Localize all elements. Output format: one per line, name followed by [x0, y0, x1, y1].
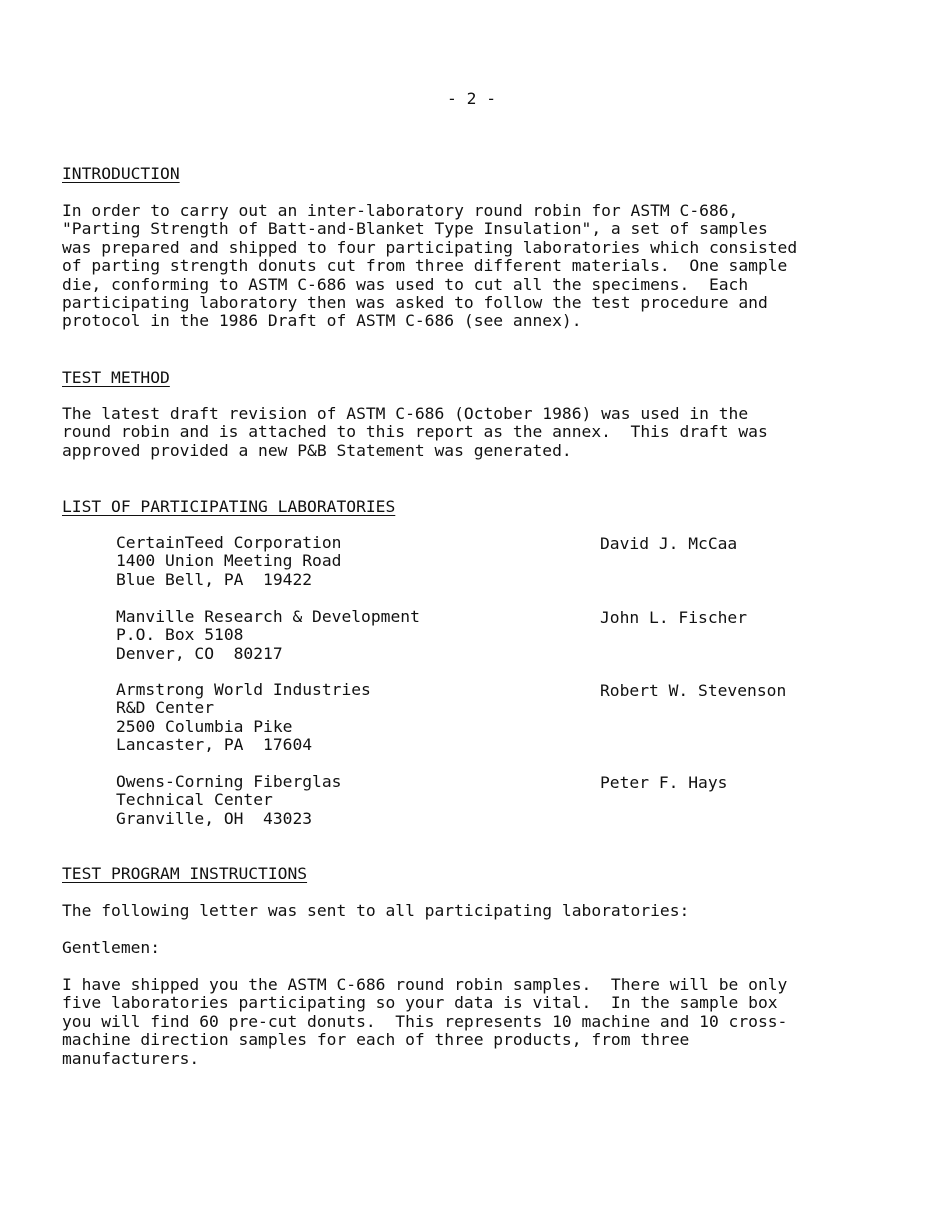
lab-address-line: Technical Center	[116, 790, 273, 810]
lab-address-line: Owens-Corning Fiberglas	[116, 772, 342, 791]
paragraph-line: I have shipped you the ASTM C-686 round robin samples. There will be only	[62, 975, 788, 994]
paragraph-line: machine direction samples for each of three products, from three	[62, 1030, 690, 1050]
letter-salutation: Gentlemen:	[62, 938, 161, 957]
lab-address-line: R&D Center	[116, 698, 215, 718]
paragraph-line: of parting strength donuts cut from three different materials. One sample	[62, 256, 788, 276]
lab-address-line: Granville, OH 43023	[116, 808, 313, 828]
page-number: - 2 -	[447, 89, 497, 108]
lab-address-line: Lancaster, PA 17604	[116, 735, 313, 755]
laboratories-heading: LIST OF PARTICIPATING LABORATORIES	[62, 497, 396, 516]
lab-address-line: 1400 Union Meeting Road	[116, 551, 342, 571]
lab-address-line: P.O. Box 5108	[116, 625, 244, 645]
lab-contact: Robert W. Stevenson	[600, 681, 787, 700]
lab-address-line: Denver, CO 80217	[116, 643, 283, 663]
lab-address-line: 2500 Columbia Pike	[116, 716, 293, 736]
paragraph-line: participating laboratory then was asked to follow the test procedure and	[62, 293, 768, 312]
paragraph-line: approved provided a new P&B Statement was generated.	[62, 440, 572, 460]
lab-address-line: Manville Research & Development	[116, 607, 420, 626]
lab-address-line: Blue Bell, PA 19422	[116, 569, 313, 589]
lab-address-line: CertainTeed Corporation	[116, 533, 342, 552]
paragraph-line: five laboratories participating so your data is vital. In the sample box	[62, 993, 778, 1013]
lab-contact: John L. Fischer	[600, 608, 748, 627]
paragraph-line: protocol in the 1986 Draft of ASTM C-686 (see annex).	[62, 311, 582, 331]
paragraph-line: "Parting Strength of Batt-and-Blanket Type Insulation", a set of samples	[62, 219, 768, 239]
paragraph-line: In order to carry out an inter-laboratory round robin for ASTM C-686,	[62, 201, 739, 220]
paragraph-line: round robin and is attached to this report as the annex. This draft was	[62, 422, 768, 442]
lab-address-line: Armstrong World Industries	[116, 680, 371, 699]
introduction-heading: INTRODUCTION	[62, 164, 180, 183]
paragraph-line: you will find 60 pre-cut donuts. This represents 10 machine and 10 cross-	[62, 1011, 788, 1031]
test-program-intro: The following letter was sent to all participating laboratories:	[62, 901, 690, 920]
lab-contact: Peter F. Hays	[600, 773, 728, 792]
lab-contact: David J. McCaa	[600, 534, 738, 553]
paragraph-line: The latest draft revision of ASTM C-686 (October 1986) was used in the	[62, 404, 749, 423]
paragraph-line: manufacturers.	[62, 1048, 200, 1068]
paragraph-line: die, conforming to ASTM C-686 was used to cut all the specimens. Each	[62, 274, 749, 294]
test-program-heading: TEST PROGRAM INSTRUCTIONS	[62, 864, 308, 883]
paragraph-line: was prepared and shipped to four participating laboratories which consisted	[62, 237, 798, 257]
test-method-heading: TEST METHOD	[62, 368, 170, 387]
